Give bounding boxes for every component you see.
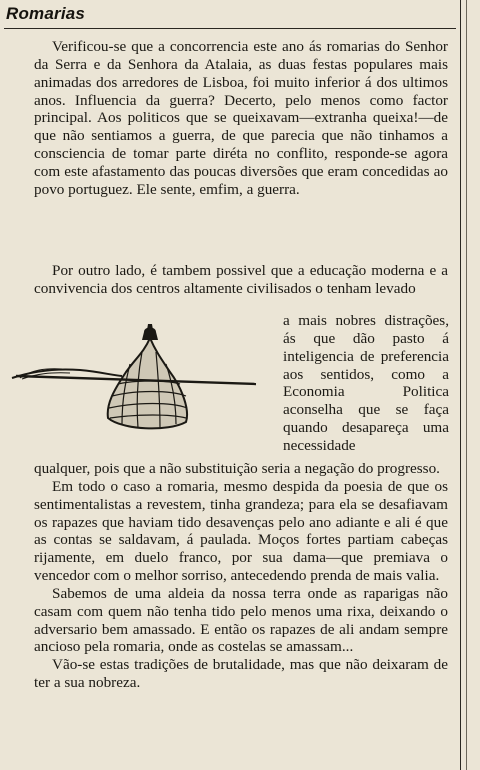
- article-block-2-side: [283, 312, 449, 455]
- paragraph-4: Sabemos de uma aldeia da nossa terra onde as raparigas não casam com quem não tenha tido pelo menos uma rixa, deixando o adversario bem amassado. E então os rapazes de ali andam sempre ancioso pela romaria, onde as costelas se amassam...: [34, 584, 448, 656]
- header-rule: [4, 28, 456, 29]
- article-block-2: [34, 262, 448, 298]
- column-rule: [460, 0, 461, 770]
- paragraph-2-side: a mais nobres distrações, ás que dão pasto á inteligencia de preferencia aos sentidos, como a Economia Politica aconselha que se faça quando desapareça uma necessidade: [283, 312, 449, 454]
- column-rule-outer: [466, 0, 467, 770]
- paragraph-5: Vão-se estas tradições de brutalidade, mas que não deixaram de ter a sua nobreza.: [34, 656, 448, 692]
- bundle-on-stick-illustration: [10, 318, 268, 438]
- article-block-3: [34, 460, 448, 692]
- paragraph-2-end: qualquer, pois que a não substituição seria a negação do progresso.: [34, 460, 440, 477]
- paragraph-1: Verificou-se que a concorrencia este ano ás romarias do Senhor da Serra e da Senhora da Atalaia, as duas festas populares mais animadas dos arredores de Lisboa, foi muito inferior á dos ultimos anos. Influencia da guerra? Decerto, pelo menos como factor principal. Aos politicos que se queixavam—extranha queixa!—de que não sentiamos a guerra, de que parecia que não tinhamos a consciencia de tomar parte diréta no conflito, responde-se agora com este afastamento das poucas diversões que eram concedidas ao povo portuguez. Ele sente, emfim, a guerra.: [34, 38, 448, 198]
- section-title: Romarias: [6, 4, 86, 23]
- paragraph-2-start: Por outro lado, é tambem possivel que a educação moderna e a convivencia dos centros altamente civilisados o tenham levado: [34, 262, 448, 297]
- article-block-1: [34, 38, 448, 199]
- paragraph-3: Em todo o caso a romaria, mesmo despida da poesia de que os sentimentalistas a revestem, tinha grandeza; para ela se desafiavam os rapazes que haviam tido desavenças pelo ano adiante e ali é que as contas se saldavam, á paulada. Moços fortes partiam cabeças rijamente, em duelo franco, por sua dama—que premiava o vencedor com o melhor sorriso, antecedendo prenda de mais valia.: [34, 477, 448, 585]
